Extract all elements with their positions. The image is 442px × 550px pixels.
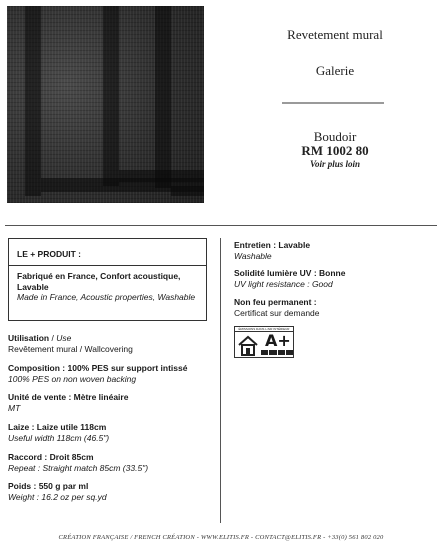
spec-maintenance: [234, 240, 434, 261]
scale-a: [269, 350, 276, 355]
scale-b: [278, 350, 285, 355]
highlights-divider: [9, 265, 206, 266]
spec-weight: [8, 481, 213, 502]
product-highlights-box: [8, 238, 207, 321]
spec-label: Raccord : Droit 85cm: [8, 452, 94, 462]
spec-label-en: Use: [56, 333, 72, 343]
emissions-scale: [261, 350, 293, 355]
footer-contact: CRÉATION FRANÇAISE / FRENCH CRÉATION - WWW.ELITIS.FR - CONTACT@ELITIS.FR - +33(0) 561 802 020: [58, 534, 384, 541]
see-more-link[interactable]: Voir plus loin: [309, 159, 361, 169]
column-divider: [220, 238, 221, 523]
section-divider: [5, 225, 437, 226]
spec-width: [8, 422, 213, 443]
spec-label: Poids : 550 g par ml: [8, 481, 89, 491]
product-swatch-image: [7, 6, 204, 203]
spec-value: Certificat sur demande: [234, 307, 320, 318]
spec-label: Composition : 100% PES sur support intissé: [8, 363, 188, 373]
spec-label: Laize : Laize utile 118cm: [8, 422, 107, 432]
spec-repeat: [8, 452, 213, 473]
spec-label: Utilisation: [8, 333, 50, 343]
highlights-title: LE + PRODUIT :: [17, 249, 81, 259]
spec-value: 100% PES on non woven backing: [8, 373, 137, 384]
spec-value: MT: [8, 402, 21, 413]
spec-composition: [8, 363, 213, 384]
spec-sales-unit: [8, 392, 213, 413]
emissions-grade: A+: [265, 331, 291, 350]
scale-c: [286, 350, 293, 355]
house-icon: [238, 335, 258, 356]
spec-label: Unité de vente : Mètre linéaire: [8, 392, 129, 402]
highlights-en: Made in France, Acoustic properties, Washable: [17, 292, 196, 302]
product-reference: RM 1002 80: [301, 143, 369, 158]
spec-use: Utilisation / Use Revêtement mural / Wallcovering: [8, 333, 213, 354]
collection-name: Galerie: [315, 63, 355, 78]
spec-uv-resistance: [234, 268, 434, 289]
emissions-label-header: ÉMISSIONS DANS L'AIR INTÉRIEUR: [235, 327, 293, 332]
spec-value: UV light resistance : Good: [234, 278, 333, 289]
spec-value: Revêtement mural / Wallcovering: [8, 343, 133, 354]
scale-a-plus: [261, 350, 268, 355]
product-category: Revetement mural: [287, 27, 383, 42]
spec-value: Washable: [234, 250, 272, 261]
title-divider: [282, 102, 384, 104]
highlights-fr: Fabriqué en France, Confort acoustique, Lavable: [17, 271, 181, 292]
spec-fire: [234, 297, 434, 318]
spec-label: Non feu permanent :: [234, 297, 317, 307]
spec-value: Repeat : Straight match 85cm (33.5"): [8, 462, 149, 473]
spec-label: Entretien : Lavable: [234, 240, 311, 250]
product-name: Boudoir: [313, 129, 357, 144]
spec-value: Weight : 16.2 oz per sq.yd: [8, 491, 107, 502]
spec-value: Useful width 118cm (46.5"): [8, 432, 110, 443]
indoor-air-emissions-label: [234, 326, 294, 358]
spec-label: Solidité lumière UV : Bonne: [234, 268, 346, 278]
